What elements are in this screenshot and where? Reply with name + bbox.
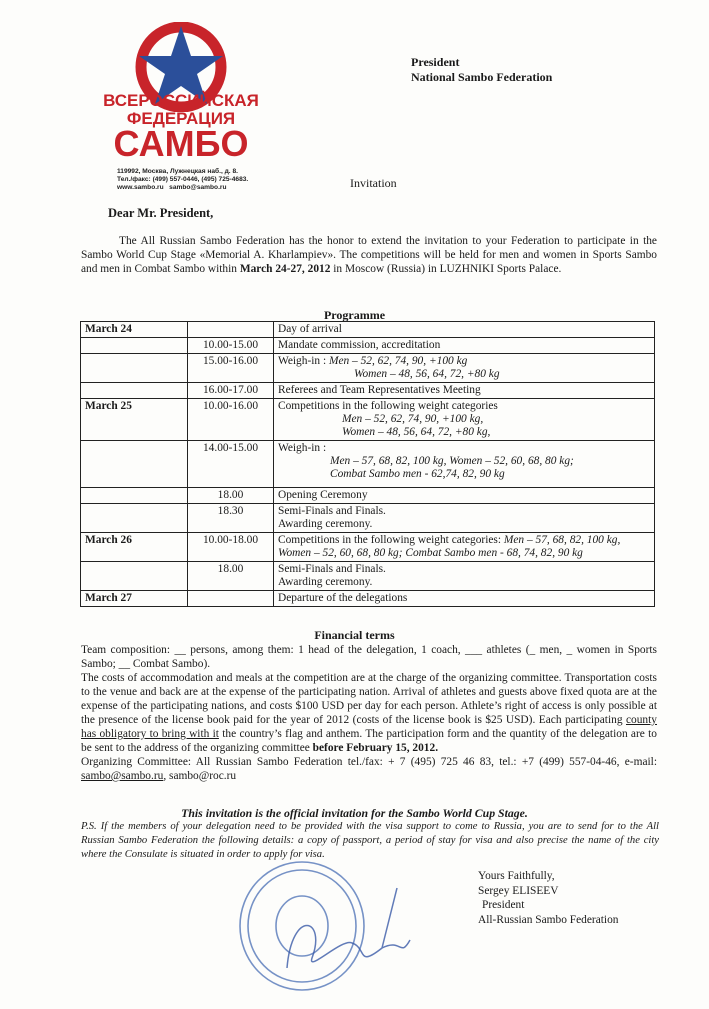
day-cell (81, 354, 188, 383)
day-cell: March 24 (81, 322, 188, 338)
day-cell (81, 562, 188, 591)
logo-line-3: САМБО (113, 123, 249, 164)
deadline: before February 15, 2012. (312, 742, 439, 754)
event-line: Women – 48, 56, 64, 72, +80 kg (354, 368, 500, 380)
event-line: Mandate commission, accreditation (278, 339, 441, 351)
day-cell (81, 504, 188, 533)
table-row (81, 383, 655, 399)
financial-terms-body (81, 643, 657, 783)
table-row (81, 533, 655, 562)
time-cell: 18.30 (188, 504, 274, 533)
event-line: Competitions in the following weight categories (278, 400, 498, 412)
table-row (81, 399, 655, 441)
salutation: Dear Mr. President, (108, 206, 214, 220)
event-line: Referees and Team Representatives Meeting (278, 384, 481, 396)
event-cell (274, 533, 655, 562)
official-stamp-icon (232, 848, 412, 998)
costs-underlined: county has obligatory to bring with it (81, 714, 657, 740)
event-line: Opening Ceremony (278, 489, 368, 501)
recipient-organization: National Sambo Federation (411, 70, 553, 84)
recipient-title: President (411, 55, 460, 69)
logo-line-2: ФЕДЕРАЦИЯ (126, 109, 236, 128)
event-line: Semi-Finals and Finals. (278, 505, 386, 517)
recipient-block (411, 55, 552, 85)
day-cell: March 27 (81, 591, 188, 607)
event-line: Men – 57, 68, 82, 100 kg, Women – 52, 60, 68, 80 kg; (330, 455, 574, 467)
table-row (81, 591, 655, 607)
event-line: Weigh-in : (278, 355, 329, 367)
table-row (81, 488, 655, 504)
costs-text-end: the country’s flag and anthem. The participation form and the quantity of the delegation are to be sent to the address of the organizing committee (81, 728, 657, 754)
email-secondary: , sambo@roc.ru (163, 770, 237, 782)
organizing-committee (81, 755, 657, 783)
event-line: Competitions in the following weight categories: (278, 534, 504, 546)
postscript: P.S. If the members of your delegation need to be provided with the visa support to come to Russia, you are to send for to the All Russian Sambo Federation the following details: a copy of passport, a period of stay for visa and also precise the name of the city where the Consulate is situated in order to apply for visa. (81, 821, 659, 860)
event-line: Awarding ceremony. (278, 576, 373, 588)
committee-text: Organizing Committee: All Russian Sambo Federation tel./fax: + 7 (495) 725 46 83, tel.: +7 (499) 557-04-46, e-mail: (81, 756, 657, 768)
time-cell: 18.00 (188, 488, 274, 504)
costs-paragraph (81, 671, 657, 755)
day-cell: March 26 (81, 533, 188, 562)
signatory-name: Sergey ELISEEV (478, 884, 559, 897)
time-cell: 18.00 (188, 562, 274, 591)
event-line: Semi-Finals and Finals. (278, 563, 386, 575)
closing-signature (478, 869, 618, 927)
event-line: Women – 48, 56, 64, 72, +80 kg, (342, 426, 491, 438)
event-line: Men – 52, 62, 74, 90, +100 kg (328, 355, 468, 367)
event-cell (274, 591, 655, 607)
event-line: Departure of the delegations (278, 592, 408, 604)
federation-logo (92, 22, 262, 172)
table-row (81, 354, 655, 383)
day-cell (81, 488, 188, 504)
time-cell (188, 591, 274, 607)
event-cell (274, 562, 655, 591)
day-cell (81, 441, 188, 488)
table-row (81, 322, 655, 338)
event-line: Men – 52, 62, 74, 90, +100 kg, (342, 413, 484, 425)
table-row (81, 441, 655, 488)
event-dates: March 24-27, 2012 (239, 263, 331, 275)
time-cell: 15.00-16.00 (188, 354, 274, 383)
time-cell: 16.00-17.00 (188, 383, 274, 399)
signatory-organization: All-Russian Sambo Federation (478, 913, 619, 926)
time-cell: 10.00-15.00 (188, 338, 274, 354)
official-invitation-note: This invitation is the official invitation for the Sambo World Cup Stage. (181, 806, 528, 820)
time-cell: 14.00-15.00 (188, 441, 274, 488)
intro-text-end: in Moscow (Russia) in LUZHNIKI Sports Palace. (330, 263, 562, 275)
closing-line: Yours Faithfully, (478, 870, 555, 882)
time-cell (188, 322, 274, 338)
event-cell (274, 338, 655, 354)
intro-paragraph (81, 234, 657, 276)
event-line: Combat Sambo men - 62,74, 82, 90 kg (330, 468, 505, 480)
event-cell (274, 322, 655, 338)
table-row (81, 338, 655, 354)
logo-line-1: ВСЕРОССИЙСКАЯ (103, 91, 259, 110)
letter-subject: Invitation (350, 176, 397, 190)
event-line: Awarding ceremony. (278, 518, 373, 530)
address-line: 119992, Москва, Лужнецкая наб., д. 8. (117, 168, 238, 175)
time-cell: 10.00-16.00 (188, 399, 274, 441)
time-cell: 10.00-18.00 (188, 533, 274, 562)
address-line: www.sambo.ru sambo@sambo.ru (117, 184, 227, 192)
intro-text: The All Russian Sambo Federation has the honor to extend the invitation to your Federation to participate in the Sambo World Cup Stage «Memorial A. Kharlampiev». The competitions will be held for men and women in Sports Sambo and men in Combat Sambo within (81, 235, 657, 275)
event-cell (274, 488, 655, 504)
event-line: Men – 57, 68, 82, 100 kg, Women – 52, 60, 68, 80 kg; Combat Sambo men - 68, 74, 82, 90 kg (278, 534, 621, 559)
event-cell (274, 399, 655, 441)
programme-table (80, 321, 655, 607)
event-cell (274, 383, 655, 399)
event-cell (274, 354, 655, 383)
email-link[interactable]: sambo@sambo.ru (81, 770, 164, 782)
table-row (81, 562, 655, 591)
day-cell: March 25 (81, 399, 188, 441)
team-composition: Team composition: __ persons, among them: 1 head of the delegation, 1 coach, ___ athletes (_ men, _ women in Sports Sambo; __ Combat Sambo). (81, 644, 657, 670)
programme-title: Programme (323, 308, 386, 322)
day-cell (81, 338, 188, 354)
event-line: Weigh-in : (278, 442, 327, 454)
address-line: Тел./факс: (499) 557-0446, (495) 725-4683. (117, 176, 249, 184)
signatory-title: President (482, 899, 525, 911)
event-line: Day of arrival (278, 323, 342, 335)
day-cell (81, 383, 188, 399)
financial-terms-title: Financial terms (314, 628, 395, 642)
costs-text: The costs of accommodation and meals at the competition are at the charge of the organizing committee. Transportation costs to the venue and back are at the expense of the participating nation. Arrival of athletes and guests above fixed quota are at the expense of the participating nations, and costs $100 USD per day for each person. Athlete’s right of access is only possible at the presence of the license book paid for the year of 2012 (costs of the license book is $25 USD). Each participating (81, 672, 657, 726)
event-cell (274, 504, 655, 533)
federation-address (117, 168, 248, 193)
table-row (81, 504, 655, 533)
event-cell (274, 441, 655, 488)
